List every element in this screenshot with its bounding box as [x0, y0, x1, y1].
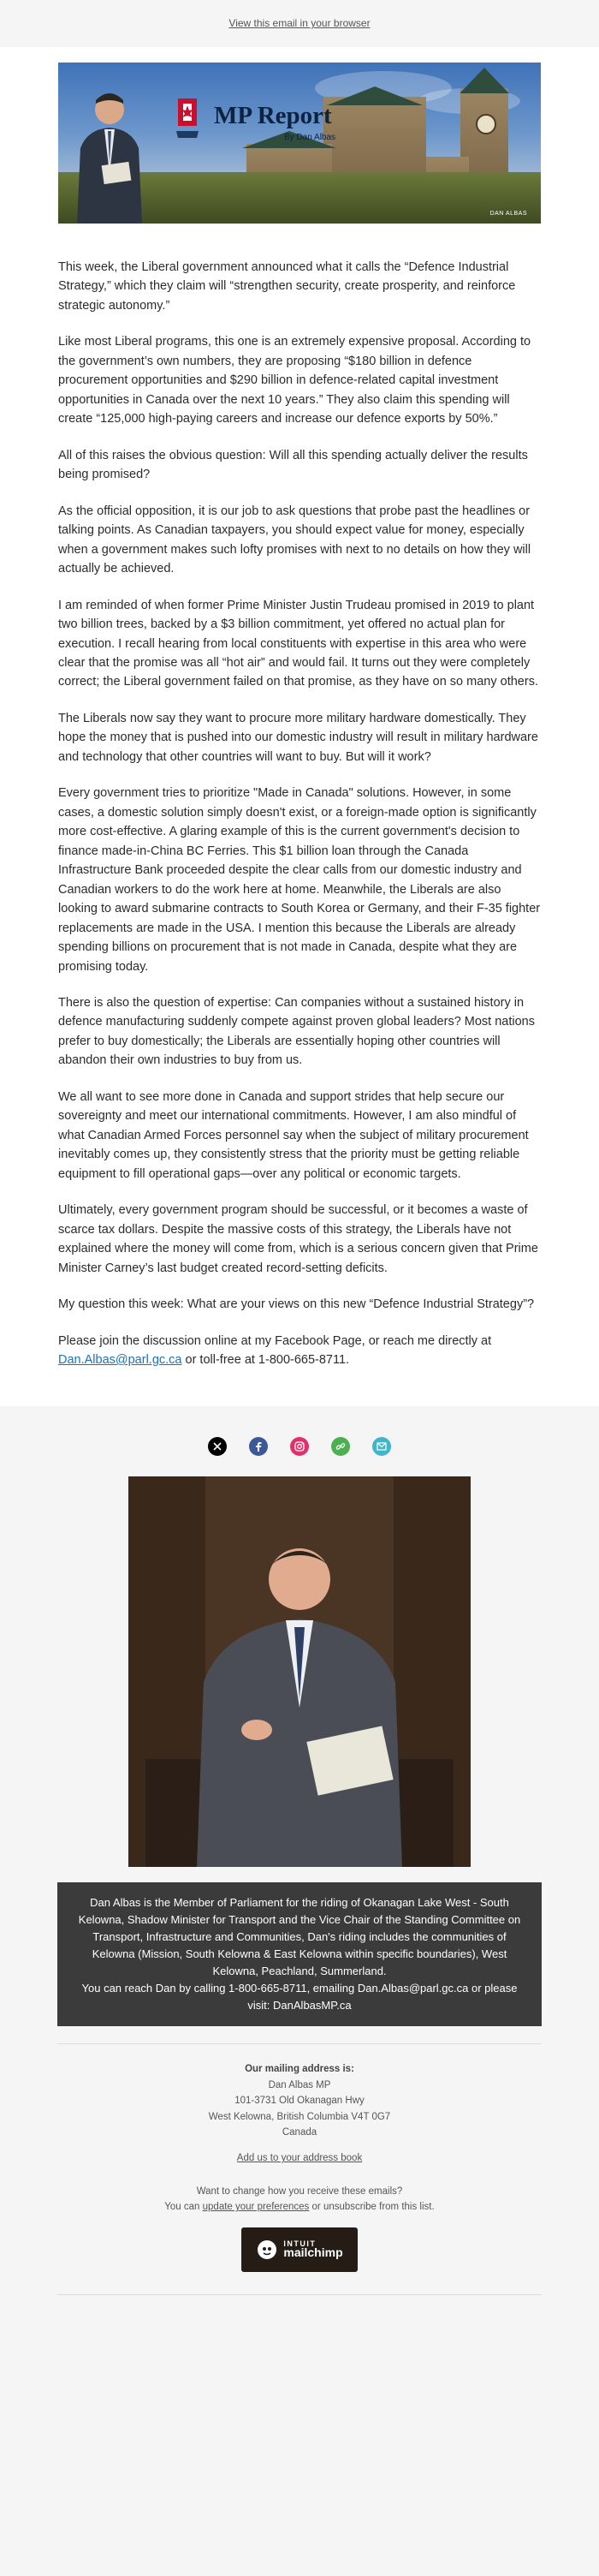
dan-albas-photo [128, 1476, 471, 1867]
mailchimp-wordmark [283, 2240, 342, 2259]
prefs-text-mid: or [309, 2202, 323, 2213]
prefs-line1: Want to change how you receive these emails? [196, 2185, 403, 2197]
paragraph: The Liberals now say they want to procure more military hardware domestically. They hope the money that is pushed into our domestic industry will result in military hardware and technology that other countries will want to buy. But will it work? [58, 711, 538, 764]
article-content [58, 258, 541, 1370]
mailing-city: West Kelowna, British Columbia V4T 0G7 [208, 2111, 391, 2122]
divider [57, 2043, 542, 2044]
banner-title: MP Report [214, 102, 332, 129]
social-links [0, 1437, 599, 1456]
person-figure [58, 63, 161, 224]
mailing-country: Canada [282, 2127, 317, 2138]
mailing-street: 101-3731 Old Okanagan Hwy [234, 2096, 365, 2107]
prefs-text: You can [164, 2202, 203, 2213]
x-icon[interactable] [208, 1437, 227, 1456]
banner-subtitle: By Dan Albas [284, 133, 336, 142]
email-link[interactable]: Dan.Albas@parl.gc.ca [58, 1353, 182, 1368]
website-link[interactable]: DanAlbasMP.ca [273, 1999, 352, 2012]
link-icon[interactable] [331, 1437, 350, 1456]
bio-box [57, 1882, 542, 2027]
facebook-icon[interactable] [249, 1437, 268, 1456]
paragraph: We all want to see more done in Canada and support strides that help secure our sovereignty and meet our international commitments. However, I am also mindful of what Canadian Armed Forces personnel say when the subject of military procurement inevitably comes up, they consistently stress that the priority must be getting reliable equipment to fill operational gaps—over any political or economic targets. [58, 1089, 529, 1181]
view-in-browser-link[interactable]: View this email in your browser [228, 17, 371, 29]
paragraph: I am reminded of when former Prime Minister Justin Trudeau promised in 2019 to plant two billion trees, backed by a $3 billion commitment, yet offered no actual plan for execution. I recall hearing from local constituents with expertise in this area who were clear that the promise was all “hot air” and would fail. It turns out they were completely correct; the Liberal government failed on that promise, as they have on so many others. [58, 598, 538, 689]
divider-bottom [57, 2294, 542, 2295]
instagram-icon[interactable] [290, 1437, 309, 1456]
banner-corner-logo: DAN ALBAS [489, 211, 527, 217]
paragraph: My question this week: What are your views on this new “Defence Industrial Strategy”? [58, 1297, 535, 1312]
bio-contact [71, 1980, 528, 2014]
bio-contact-text: You can reach Dan by calling 1-800-665-8711, emailing Dan.Albas@parl.gc.ca or please visit: [81, 1982, 518, 2012]
mailchimp-badge[interactable] [241, 2227, 358, 2272]
paragraph: All of this raises the obvious question: Will all this spending actually deliver the results being promised? [58, 448, 528, 482]
update-preferences-link[interactable]: update your preferences [202, 2202, 310, 2213]
contact-paragraph [58, 1332, 541, 1370]
contact-text-tail: or toll-free at 1-800-665-8711. [181, 1353, 350, 1368]
email-body [0, 47, 599, 1406]
mailchimp-bottom: mailchimp [283, 2245, 343, 2260]
unsubscribe-link[interactable]: unsubscribe from this list [323, 2202, 432, 2213]
crest-icon [171, 92, 204, 143]
paragraph: Ultimately, every government program should be successful, or it becomes a waste of scarce tax dollars. Despite the massive costs of this strategy, the Liberals have not explained where the money will come from, which is a serious concern given that Prime Minister Carney’s last budget created record-setting deficits. [58, 1203, 538, 1275]
mailchimp-top: INTUIT [283, 2239, 317, 2248]
footer [0, 1406, 599, 2346]
paragraph: There is also the question of expertise: Can companies without a sustained history in defence manufacturing suddenly compete against proven global leaders? Most nations prefer to buy domestically; the Liberals are essentially hoping other countries will abandon their own industries to buy from us. [58, 996, 535, 1068]
mailchimp-icon [256, 2239, 278, 2261]
bio-text: Dan Albas is the Member of Parliament for the riding of Okanagan Lake West - South Kelowna, Shadow Minister for Transport and the Vice Chair of the Standing Committee on Transport, Infrastructure and Communities, Dan's riding includes the communities of Kelowna (Mission, South Kelowna & East Kelowna within specific boundaries), West Kelowna, Peachland, Summerland. [78, 1895, 521, 1978]
mailing-address [0, 2061, 599, 2215]
mp-report-banner [58, 63, 541, 224]
prefs-text-end: . [431, 2202, 435, 2213]
add-address-book-link[interactable]: Add us to your address book [236, 2153, 363, 2164]
paragraph: As the official opposition, it is our job to ask questions that probe past the headlines or talking points. As Canadian taxpayers, you should expect value for money, especially when a government makes such lofty promises with next to no details on how they will actually be achieved. [58, 504, 531, 576]
preheader-bar [0, 0, 599, 47]
email-icon[interactable] [372, 1437, 391, 1456]
mailing-heading: Our mailing address is: [245, 2064, 354, 2075]
paragraph: This week, the Liberal government announced what it calls the “Defence Industrial Strategy,” which they claim will “strengthen security, create prosperity, and reinforce strategic autonomy.” [58, 260, 516, 313]
contact-text: Please join the discussion online at my Facebook Page, or reach me directly at [58, 1333, 492, 1348]
mailing-name: Dan Albas MP [268, 2079, 331, 2090]
paragraph: Every government tries to prioritize "Made in Canada" solutions. However, in some cases, a domestic solution simply doesn't exist, or a foreign-made option is significantly more cost-effective. A glaring example of this is the current government's decision to finance made-in-China BC Ferries. This $1 billion loan through the Canada Infrastructure Bank proceeded despite the clear calls from our domestic industry and Canadian workers to do the work here at home. Meanwhile, the Liberals are also looking to award submarine contracts to South Korea or Germany, and their F-35 fighter replacements are made in the USA. I mention this because the Liberals are already spending billions on procurement that is not made in Canada, despite what they are promising today. [58, 786, 541, 974]
paragraph: Like most Liberal programs, this one is an extremely expensive proposal. According to the government’s own numbers, they are proposing “$180 billion in defence procurement opportunities and $290 billion in defence-related capital investment opportunities in Canada over the next 10 years.” They also claim this spending will create “125,000 high-paying careers and increase our defence exports by 50%.” [58, 335, 531, 426]
